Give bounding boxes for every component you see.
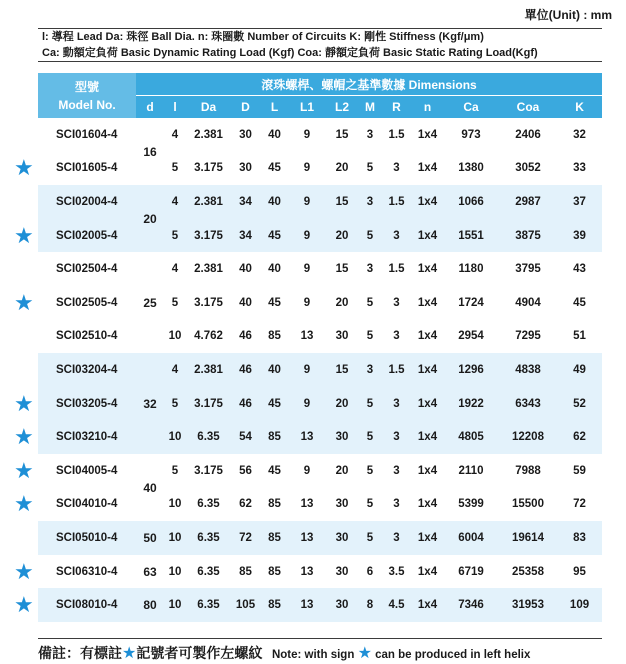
cell-l2: 20: [325, 286, 359, 320]
cell-ca: 1551: [443, 219, 499, 253]
cell-k: 62: [557, 420, 602, 454]
cell-k: 49: [557, 353, 602, 387]
footnote: [38, 638, 602, 663]
cell-k: 83: [557, 521, 602, 555]
cell-l2: 30: [325, 521, 359, 555]
model-cell: SCI02510-4: [38, 320, 136, 354]
cell-l: 10: [164, 588, 186, 622]
cell-ca: 1066: [443, 185, 499, 219]
cell-l: 5: [164, 219, 186, 253]
cell-d: 34: [231, 185, 260, 219]
star-icon: ★: [122, 645, 137, 662]
cell-n: 1x4: [412, 185, 443, 219]
cell-l: 4: [164, 252, 186, 286]
cell-da: 3.175: [186, 152, 231, 186]
cell-l1: 9: [289, 185, 325, 219]
cell-d: 56: [231, 454, 260, 488]
unit-label: 單位(Unit) : mm: [524, 8, 612, 22]
star-icon: ★: [357, 645, 372, 662]
column-header-l: l: [164, 96, 186, 119]
cell-m: 5: [359, 286, 381, 320]
column-header-n: n: [412, 96, 443, 119]
cell-ca: 973: [443, 118, 499, 152]
cell-d: 72: [231, 521, 260, 555]
column-header-l1: L1: [289, 96, 325, 119]
cell-l2: 30: [325, 320, 359, 354]
star-icon: ★: [14, 222, 34, 248]
cell-l2: 15: [325, 252, 359, 286]
cell-d: 46: [231, 320, 260, 354]
cell-k: 37: [557, 185, 602, 219]
ball-screw-table: [38, 73, 602, 622]
cell-m: 6: [359, 555, 381, 589]
cell-r: 1.5: [381, 118, 412, 152]
cell-m: 5: [359, 320, 381, 354]
model-header: [38, 73, 136, 118]
cell-r: 1.5: [381, 252, 412, 286]
cell-l1: 13: [289, 488, 325, 522]
cell-l2: 30: [325, 588, 359, 622]
cell-r: 3: [381, 387, 412, 421]
table-row: [38, 185, 602, 219]
cell-l: 5: [164, 387, 186, 421]
cell-m: 8: [359, 588, 381, 622]
cell-l1: 9: [289, 353, 325, 387]
cell-d: 46: [231, 387, 260, 421]
cell-coa: 19614: [499, 521, 557, 555]
cell-ca: 1180: [443, 252, 499, 286]
note-zh-suffix: 記號者可製作左螺紋: [136, 645, 263, 661]
table-row: [38, 320, 602, 354]
cell-da: 2.381: [186, 118, 231, 152]
cell-r: 1.5: [381, 353, 412, 387]
star-icon: ★: [14, 155, 34, 181]
cell-k: 52: [557, 387, 602, 421]
cell-l: 85: [260, 488, 289, 522]
star-icon: ★: [14, 558, 34, 584]
cell-ca: 2954: [443, 320, 499, 354]
cell-l1: 9: [289, 387, 325, 421]
shaft-diameter-cell: 40: [136, 454, 164, 521]
cell-r: 3: [381, 488, 412, 522]
note-en-suffix: can be produced in left helix: [375, 649, 531, 661]
cell-l: 4: [164, 353, 186, 387]
cell-k: 59: [557, 454, 602, 488]
legend-line-1: l: 導程 Lead Da: 珠徑 Ball Dia. n: 珠圈數 Number of Circuits K: 剛性 Stiffness (Kgf/μm): [42, 31, 484, 43]
cell-n: 1x4: [412, 152, 443, 186]
column-header-d: D: [231, 96, 260, 119]
model-cell: SCI02005-4: [38, 219, 136, 253]
cell-coa: 6343: [499, 387, 557, 421]
column-header-k: K: [557, 96, 602, 119]
cell-l1: 13: [289, 588, 325, 622]
cell-k: 39: [557, 219, 602, 253]
cell-l: 85: [260, 555, 289, 589]
cell-l1: 9: [289, 286, 325, 320]
cell-l1: 13: [289, 521, 325, 555]
cell-l: 85: [260, 521, 289, 555]
cell-l: 40: [260, 252, 289, 286]
cell-coa: 4904: [499, 286, 557, 320]
legend-line-2: Ca: 動額定負荷 Basic Dynamic Rating Load (Kgf) Coa: 靜額定負荷 Basic Static Rating Load(Kgf): [42, 47, 538, 59]
cell-l: 5: [164, 454, 186, 488]
cell-n: 1x4: [412, 320, 443, 354]
column-header-m: M: [359, 96, 381, 119]
star-icon: ★: [14, 289, 34, 315]
table-row: [38, 521, 602, 555]
cell-m: 5: [359, 152, 381, 186]
cell-n: 1x4: [412, 521, 443, 555]
cell-l1: 9: [289, 252, 325, 286]
model-cell: SCI01605-4: [38, 152, 136, 186]
cell-l: 45: [260, 152, 289, 186]
cell-d: 46: [231, 353, 260, 387]
cell-coa: 3875: [499, 219, 557, 253]
cell-l: 10: [164, 420, 186, 454]
shaft-diameter-cell: 50: [136, 521, 164, 555]
model-cell: SCI03205-4: [38, 387, 136, 421]
cell-m: 5: [359, 420, 381, 454]
column-header-l: L: [260, 96, 289, 119]
model-cell: SCI02505-4: [38, 286, 136, 320]
star-icon: ★: [14, 592, 34, 618]
cell-l: 45: [260, 219, 289, 253]
cell-d: 34: [231, 219, 260, 253]
shaft-diameter-cell: 25: [136, 252, 164, 353]
model-cell: SCI02004-4: [38, 185, 136, 219]
cell-l: 40: [260, 353, 289, 387]
cell-r: 3: [381, 521, 412, 555]
star-icon: ★: [14, 424, 34, 450]
cell-l: 45: [260, 454, 289, 488]
cell-d: 40: [231, 252, 260, 286]
cell-l2: 20: [325, 152, 359, 186]
cell-d: 62: [231, 488, 260, 522]
cell-m: 5: [359, 521, 381, 555]
cell-k: 109: [557, 588, 602, 622]
cell-m: 3: [359, 185, 381, 219]
cell-n: 1x4: [412, 420, 443, 454]
cell-n: 1x4: [412, 588, 443, 622]
cell-da: 3.175: [186, 454, 231, 488]
shaft-diameter-cell: 16: [136, 118, 164, 185]
cell-l1: 13: [289, 555, 325, 589]
column-header-r: R: [381, 96, 412, 119]
cell-ca: 6719: [443, 555, 499, 589]
cell-da: 2.381: [186, 252, 231, 286]
cell-coa: 31953: [499, 588, 557, 622]
cell-coa: 2406: [499, 118, 557, 152]
cell-n: 1x4: [412, 252, 443, 286]
cell-r: 3: [381, 420, 412, 454]
cell-m: 5: [359, 219, 381, 253]
shaft-diameter-cell: 20: [136, 185, 164, 252]
cell-da: 3.175: [186, 286, 231, 320]
cell-coa: 7295: [499, 320, 557, 354]
cell-k: 72: [557, 488, 602, 522]
cell-ca: 2110: [443, 454, 499, 488]
cell-n: 1x4: [412, 488, 443, 522]
cell-da: 3.175: [186, 387, 231, 421]
table-row: [38, 387, 602, 421]
cell-n: 1x4: [412, 454, 443, 488]
model-header-en: Model No.: [58, 97, 116, 112]
shaft-diameter-cell: 80: [136, 588, 164, 622]
cell-n: 1x4: [412, 353, 443, 387]
cell-da: 6.35: [186, 488, 231, 522]
cell-ca: 7346: [443, 588, 499, 622]
cell-l: 40: [260, 185, 289, 219]
column-header-da: Da: [186, 96, 231, 119]
cell-l2: 30: [325, 420, 359, 454]
cell-m: 3: [359, 118, 381, 152]
cell-l1: 9: [289, 118, 325, 152]
cell-d: 54: [231, 420, 260, 454]
cell-l: 10: [164, 555, 186, 589]
model-cell: SCI06310-4: [38, 555, 136, 589]
cell-coa: 7988: [499, 454, 557, 488]
cell-r: 3: [381, 152, 412, 186]
table-row: [38, 353, 602, 387]
cell-l1: 9: [289, 219, 325, 253]
cell-k: 43: [557, 252, 602, 286]
cell-ca: 1380: [443, 152, 499, 186]
cell-r: 3: [381, 454, 412, 488]
cell-ca: 1724: [443, 286, 499, 320]
cell-l: 5: [164, 286, 186, 320]
model-cell: SCI01604-4: [38, 118, 136, 152]
cell-l2: 15: [325, 353, 359, 387]
cell-l: 4: [164, 118, 186, 152]
cell-da: 3.175: [186, 219, 231, 253]
table-row: [38, 286, 602, 320]
cell-l2: 30: [325, 488, 359, 522]
cell-l: 10: [164, 521, 186, 555]
cell-l2: 30: [325, 555, 359, 589]
cell-da: 6.35: [186, 521, 231, 555]
cell-k: 32: [557, 118, 602, 152]
cell-l2: 20: [325, 219, 359, 253]
cell-k: 45: [557, 286, 602, 320]
table-row: [38, 252, 602, 286]
cell-ca: 4805: [443, 420, 499, 454]
cell-da: 2.381: [186, 185, 231, 219]
table-row: [38, 588, 602, 622]
cell-da: 4.762: [186, 320, 231, 354]
cell-l2: 15: [325, 118, 359, 152]
model-cell: SCI04010-4: [38, 488, 136, 522]
cell-r: 3: [381, 286, 412, 320]
column-header-coa: Coa: [499, 96, 557, 119]
cell-m: 3: [359, 252, 381, 286]
legend: [38, 28, 602, 62]
cell-r: 3: [381, 320, 412, 354]
star-icon: ★: [14, 491, 34, 517]
cell-r: 3.5: [381, 555, 412, 589]
cell-m: 3: [359, 353, 381, 387]
dimensions-header: 滾珠螺桿、螺帽之基準數據 Dimensions: [136, 73, 602, 96]
table-row: [38, 219, 602, 253]
cell-d: 30: [231, 118, 260, 152]
cell-ca: 1296: [443, 353, 499, 387]
model-cell: SCI08010-4: [38, 588, 136, 622]
cell-da: 2.381: [186, 353, 231, 387]
star-icon: ★: [14, 457, 34, 483]
shaft-diameter-cell: 63: [136, 555, 164, 589]
model-cell: SCI05010-4: [38, 521, 136, 555]
cell-coa: 15500: [499, 488, 557, 522]
cell-n: 1x4: [412, 387, 443, 421]
column-header-ca: Ca: [443, 96, 499, 119]
cell-l1: 9: [289, 152, 325, 186]
cell-l: 4: [164, 185, 186, 219]
cell-l2: 20: [325, 387, 359, 421]
cell-coa: 3795: [499, 252, 557, 286]
cell-k: 33: [557, 152, 602, 186]
cell-n: 1x4: [412, 219, 443, 253]
cell-n: 1x4: [412, 286, 443, 320]
cell-n: 1x4: [412, 118, 443, 152]
cell-l: 40: [260, 118, 289, 152]
model-cell: SCI02504-4: [38, 252, 136, 286]
table-row: [38, 152, 602, 186]
note-en-prefix: Note: with sign: [271, 649, 355, 661]
cell-l: 10: [164, 488, 186, 522]
cell-l: 85: [260, 320, 289, 354]
cell-r: 1.5: [381, 185, 412, 219]
cell-d: 85: [231, 555, 260, 589]
cell-m: 5: [359, 387, 381, 421]
cell-coa: 2987: [499, 185, 557, 219]
star-icon: ★: [14, 390, 34, 416]
shaft-diameter-cell: 32: [136, 353, 164, 454]
table-row: [38, 488, 602, 522]
cell-l: 45: [260, 286, 289, 320]
cell-d: 40: [231, 286, 260, 320]
cell-da: 6.35: [186, 420, 231, 454]
cell-l2: 15: [325, 185, 359, 219]
cell-d: 30: [231, 152, 260, 186]
cell-l1: 13: [289, 320, 325, 354]
cell-m: 5: [359, 454, 381, 488]
cell-coa: 12208: [499, 420, 557, 454]
cell-l1: 9: [289, 454, 325, 488]
model-header-zh: 型號: [74, 79, 99, 94]
cell-l: 85: [260, 420, 289, 454]
column-header-l2: L2: [325, 96, 359, 119]
table-row: [38, 454, 602, 488]
column-header-d: d: [136, 96, 164, 119]
cell-l2: 20: [325, 454, 359, 488]
cell-k: 51: [557, 320, 602, 354]
cell-d: 105: [231, 588, 260, 622]
cell-l: 85: [260, 588, 289, 622]
note-zh-prefix: 備註：有標註: [38, 645, 122, 661]
cell-da: 6.35: [186, 588, 231, 622]
cell-da: 6.35: [186, 555, 231, 589]
cell-l: 5: [164, 152, 186, 186]
model-cell: SCI03204-4: [38, 353, 136, 387]
cell-coa: 4838: [499, 353, 557, 387]
table-row: [38, 420, 602, 454]
model-cell: SCI04005-4: [38, 454, 136, 488]
cell-coa: 25358: [499, 555, 557, 589]
cell-m: 5: [359, 488, 381, 522]
cell-l: 45: [260, 387, 289, 421]
cell-coa: 3052: [499, 152, 557, 186]
cell-r: 3: [381, 219, 412, 253]
cell-ca: 1922: [443, 387, 499, 421]
cell-r: 4.5: [381, 588, 412, 622]
cell-l: 10: [164, 320, 186, 354]
model-cell: SCI03210-4: [38, 420, 136, 454]
cell-n: 1x4: [412, 555, 443, 589]
cell-k: 95: [557, 555, 602, 589]
cell-ca: 6004: [443, 521, 499, 555]
table-row: [38, 118, 602, 152]
cell-ca: 5399: [443, 488, 499, 522]
table-row: [38, 555, 602, 589]
cell-l1: 13: [289, 420, 325, 454]
